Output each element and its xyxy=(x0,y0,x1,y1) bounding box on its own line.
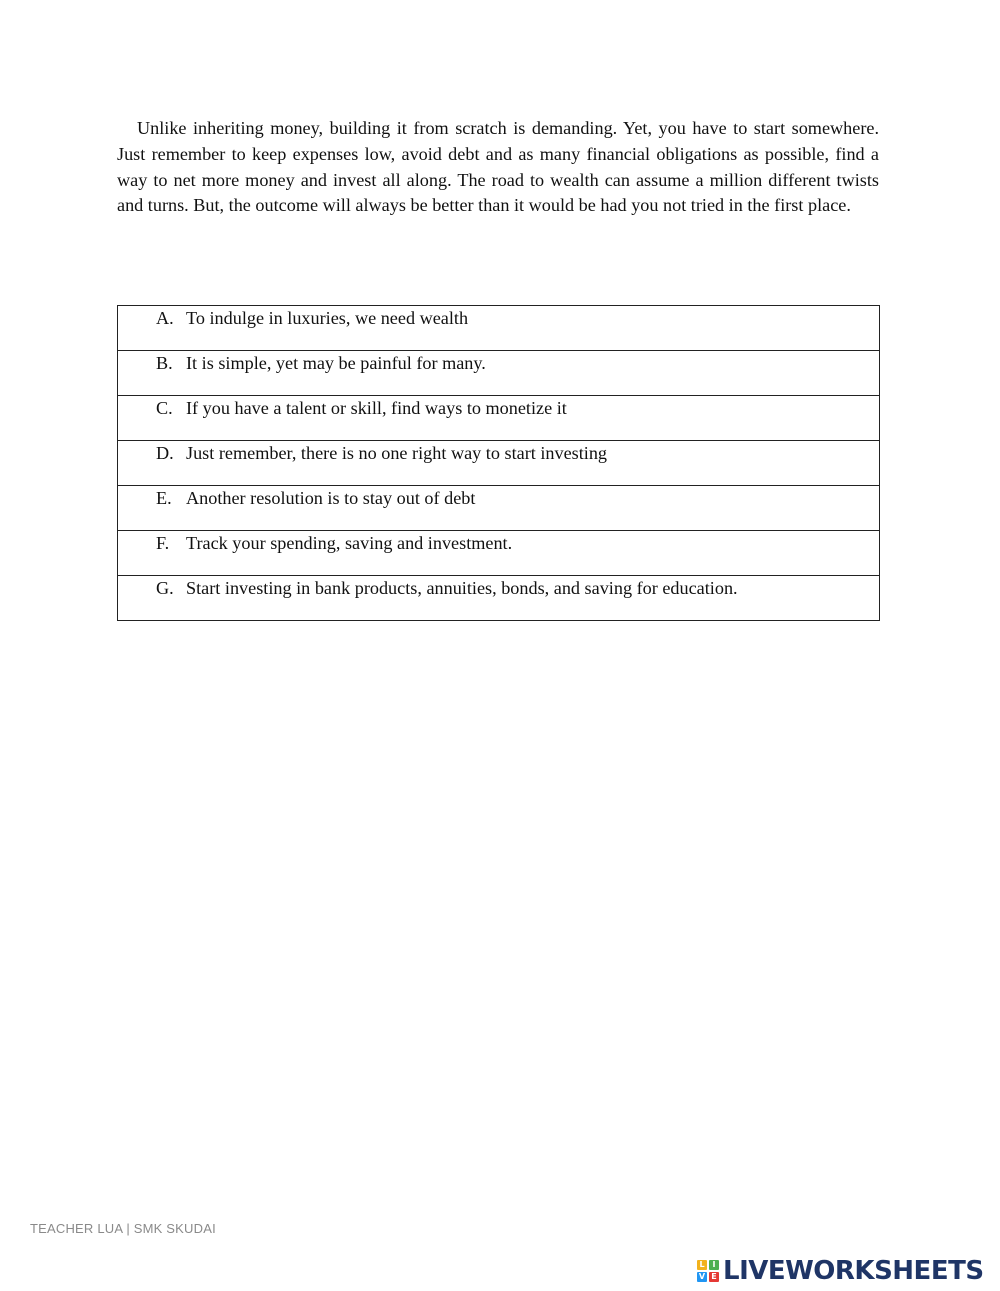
option-text: It is simple, yet may be painful for many. xyxy=(186,353,486,373)
option-letter: C. xyxy=(156,398,173,418)
option-letter: F. xyxy=(156,533,170,553)
option-text: Just remember, there is no one right way to start investing xyxy=(186,443,608,463)
option-cell xyxy=(118,351,880,396)
option-cell xyxy=(118,576,880,621)
option-cell xyxy=(118,486,880,531)
liveworksheets-logo-icon xyxy=(697,1260,719,1282)
brand-wordmark: LIVEWORKSHEETS xyxy=(723,1256,984,1286)
option-letter: B. xyxy=(156,353,173,373)
logo-tile: E xyxy=(709,1272,719,1282)
option-letter: E. xyxy=(156,488,172,508)
option-letter: A. xyxy=(156,308,174,328)
option-cell xyxy=(118,531,880,576)
option-text: Another resolution is to stay out of debt xyxy=(186,488,476,508)
liveworksheets-brand[interactable] xyxy=(697,1254,984,1288)
option-text: Track your spending, saving and investment. xyxy=(186,533,513,553)
option-text: If you have a talent or skill, find ways to monetize it xyxy=(186,398,567,418)
option-letter: G. xyxy=(156,578,174,598)
option-text: To indulge in luxuries, we need wealth xyxy=(186,308,469,328)
option-row-g xyxy=(118,576,880,621)
option-row-f xyxy=(118,531,880,576)
logo-tile: L xyxy=(697,1260,707,1270)
option-text: Start investing in bank products, annuities, bonds, and saving for education. xyxy=(186,578,738,598)
option-cell xyxy=(118,396,880,441)
option-row-a xyxy=(118,306,880,351)
options-table xyxy=(117,305,880,621)
option-letter: D. xyxy=(156,443,174,463)
footer-credit: TEACHER LUA | SMK SKUDAI xyxy=(30,1221,216,1236)
reading-passage: Unlike inheriting money, building it from scratch is demanding. Yet, you have to start somewhere. Just remember to keep expenses low, avoid debt and as many financial obligations as possible, find a way to net more money and invest all along. The road to wealth can assume a million different twists and turns. But, the outcome will always be better than it would be had you not tried in the first place. xyxy=(117,118,879,216)
option-row-e xyxy=(118,486,880,531)
logo-tile: I xyxy=(709,1260,719,1270)
option-row-c xyxy=(118,396,880,441)
option-cell xyxy=(118,306,880,351)
option-cell xyxy=(118,441,880,486)
logo-tile: V xyxy=(698,1272,706,1281)
option-row-b xyxy=(118,351,880,396)
option-row-d xyxy=(118,441,880,486)
